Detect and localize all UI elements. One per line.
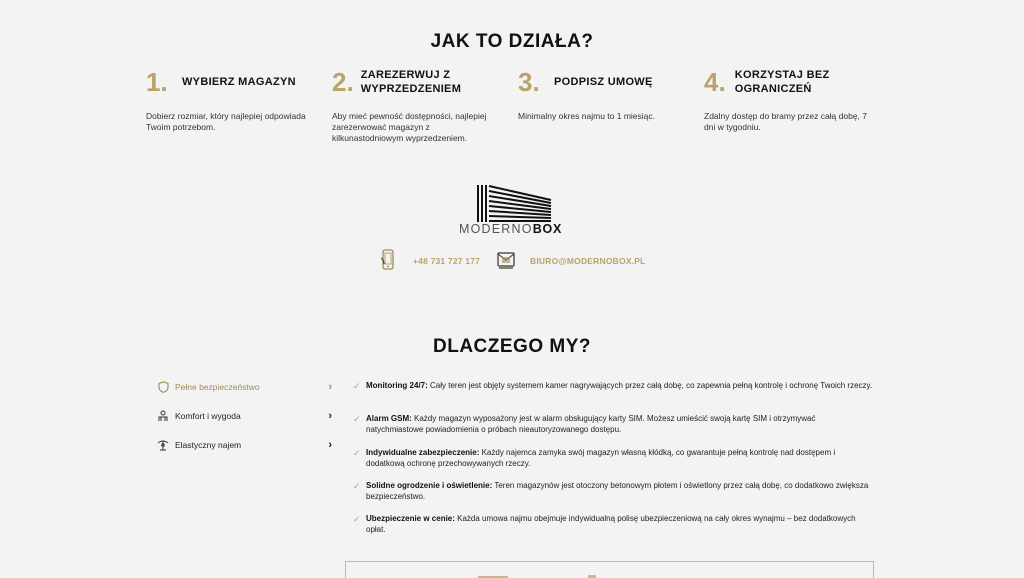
tab-label: Elastyczny najem <box>175 440 242 450</box>
step-2 <box>332 66 507 144</box>
feature-text: Każdy najemca zamyka swój magazyn własną kłódką, co gwarantuje pełną kontrolę nad dostępem i dodatkową ochronę przechowywanych rzeczy. <box>366 448 836 468</box>
tab-full-security[interactable] <box>156 378 332 396</box>
feature-item <box>353 414 873 435</box>
next-section-heading-partial <box>478 574 608 578</box>
shield-icon <box>156 381 170 393</box>
feature-text: Każdy magazyn wyposażony jest w alarm obsługujący karty SIM. Możesz umieścić swoją kartę SIM i otrzymywać natychmiastowe powiadomienia o próbach nieautoryzowanego dostępu. <box>366 414 816 434</box>
step-description: Minimalny okres najmu to 1 miesiąc. <box>518 111 655 121</box>
tab-comfort[interactable] <box>156 407 332 425</box>
step-description: Aby mieć pewność dostępności, najlepiej zarezerwować magazyn z kilkunastodniowym wyprzedzeniem. <box>332 111 487 143</box>
flexible-icon <box>156 439 170 451</box>
logo-text-light: MODERNO <box>459 222 533 236</box>
step-title: WYBIERZ MAGAZYN <box>182 76 296 88</box>
step-title: PODPISZ UMOWĘ <box>554 76 653 88</box>
step-1 <box>146 66 321 133</box>
step-number: 2. <box>332 67 354 97</box>
check-icon: ✓ <box>353 448 361 458</box>
step-title: KORZYSTAJ BEZ OGRANICZEŃ <box>734 69 830 95</box>
tab-flexible-rent[interactable] <box>156 436 332 454</box>
step-3 <box>518 66 693 122</box>
check-icon: ✓ <box>353 514 361 524</box>
logo-text-bold: BOX <box>532 222 563 236</box>
phone-link[interactable]: +48 731 727 177 <box>413 256 481 266</box>
feature-title: Alarm GSM: <box>366 414 412 423</box>
feature-item <box>353 381 873 392</box>
comfort-icon <box>156 410 170 422</box>
chevron-right-icon: › <box>328 410 332 422</box>
feature-text: Cały teren jest objęty systemem kamer nagrywających przez całą dobę, co zapewnia pełną kontrolę i ochronę Twoich rzeczy. <box>427 381 873 390</box>
email-link[interactable]: BIURO@MODERNOBOX.PL <box>530 256 646 266</box>
phone-icon <box>379 249 397 271</box>
feature-item <box>353 481 873 502</box>
feature-title: Indywidualne zabezpieczenie: <box>366 448 480 457</box>
email-icon <box>496 249 516 271</box>
feature-title: Solidne ogrodzenie i oświetlenie: <box>366 481 493 490</box>
step-description: Zdalny dostęp do bramy przez całą dobę, 7 dni w tygodniu. <box>704 111 868 132</box>
step-number: 1. <box>146 67 168 97</box>
feature-item <box>353 514 873 535</box>
step-4 <box>704 66 879 133</box>
chevron-right-icon: › <box>328 439 332 451</box>
feature-title: Monitoring 24/7: <box>366 381 428 390</box>
step-title: ZAREZERWUJ Z WYPRZEDZENIEM <box>360 69 462 95</box>
chevron-right-icon: › <box>328 381 332 393</box>
why-us-title: DLACZEGO MY? <box>433 336 591 357</box>
next-section-box <box>345 561 874 578</box>
check-icon: ✓ <box>353 481 361 491</box>
check-icon: ✓ <box>353 381 361 391</box>
tab-label: Pełne bezpieczeństwo <box>175 382 260 392</box>
logo-text <box>459 222 562 236</box>
feature-text: Każda umowa najmu obejmuje indywidualną polisę ubezpieczeniową na cały okres wynajmu – bez dodatkowych opłat. <box>366 514 856 534</box>
check-icon: ✓ <box>353 414 361 424</box>
step-number: 4. <box>704 67 726 97</box>
feature-text: Teren magazynów jest otoczony betonowym płotem i oświetlony przez całą dobę, co dodatkowo zwiększa bezpieczeństwo. <box>366 481 869 501</box>
feature-title: Ubezpieczenie w cenie: <box>366 514 455 523</box>
step-description: Dobierz rozmiar, który najlepiej odpowiada Twoim potrzebom. <box>146 111 306 132</box>
tab-label: Komfort i wygoda <box>175 411 241 421</box>
how-it-works-title: JAK TO DZIAŁA? <box>430 31 594 52</box>
feature-item <box>353 448 873 469</box>
step-number: 3. <box>518 67 540 97</box>
